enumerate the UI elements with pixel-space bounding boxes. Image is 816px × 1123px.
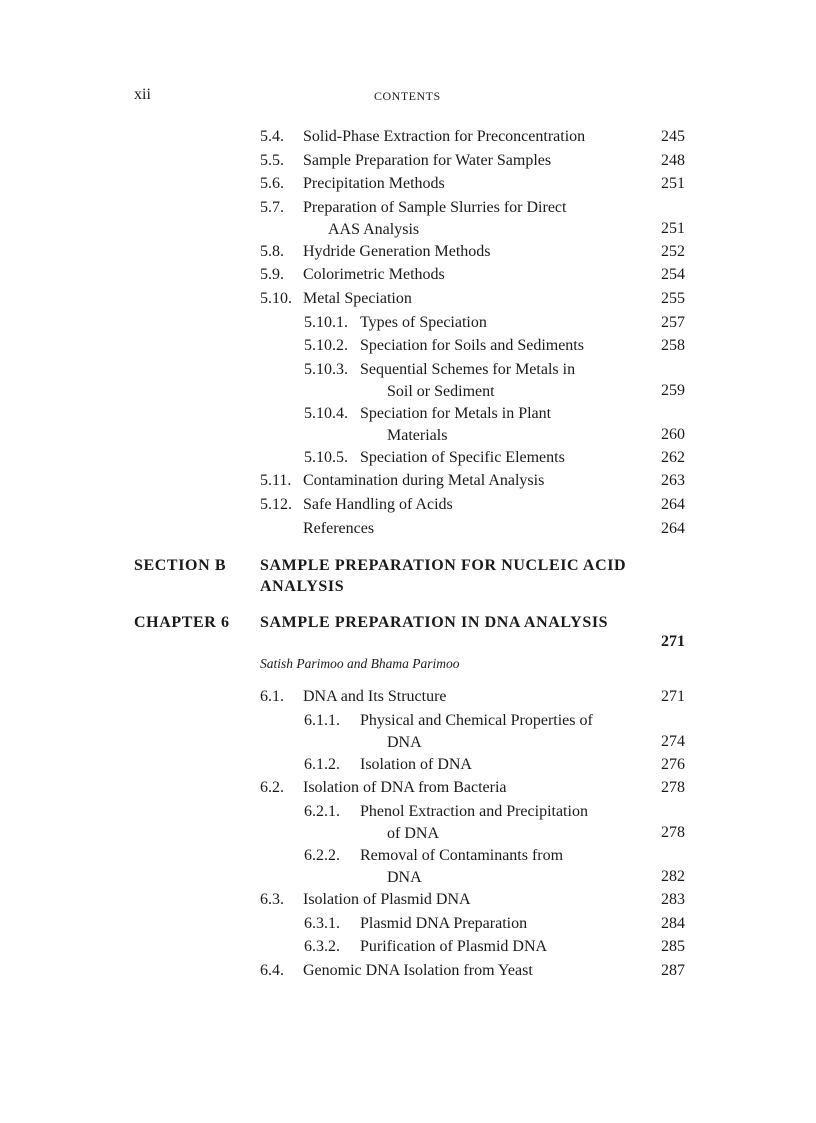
toc-entry-title-wrap xyxy=(303,686,633,708)
toc-entry-title: DNA and Its Structure xyxy=(303,688,447,706)
toc-entry-title-wrap xyxy=(303,126,633,148)
toc-entry-title: Physical and Chemical Properties of xyxy=(360,711,593,729)
toc-entry-number: 5.7. xyxy=(260,198,284,216)
toc-entry[interactable] xyxy=(0,801,816,845)
toc-entry-page: 278 xyxy=(661,823,685,841)
toc-entry-page: 271 xyxy=(661,688,685,706)
toc-entry[interactable] xyxy=(0,264,816,288)
toc-entry[interactable] xyxy=(0,754,816,778)
toc-entry-title: Safe Handling of Acids xyxy=(303,495,453,513)
toc-entry-page: 283 xyxy=(661,890,685,908)
toc-entry-page: 278 xyxy=(661,779,685,797)
toc-entry-title: Genomic DNA Isolation from Yeast xyxy=(303,961,533,979)
toc-entry-title-continuation: DNA xyxy=(387,868,422,886)
toc-entry-page: 264 xyxy=(661,519,685,537)
toc-entry-title-wrap xyxy=(303,197,633,241)
toc-entry[interactable] xyxy=(0,960,816,984)
toc-entry-title: Speciation for Metals in Plant xyxy=(360,404,552,422)
toc-entry-number: 5.10.3. xyxy=(304,360,348,378)
toc-entry-number: 5.11. xyxy=(260,472,292,490)
toc-entry-title-continuation: AAS Analysis xyxy=(328,220,420,238)
toc-entry[interactable] xyxy=(0,777,816,801)
toc-entry-title: Metal Speciation xyxy=(303,289,412,307)
running-header-title: CONTENTS xyxy=(374,89,441,103)
toc-entry-title-wrap xyxy=(303,241,633,263)
toc-entry[interactable] xyxy=(0,126,816,150)
toc-entry-number: 5.5. xyxy=(260,151,284,169)
chapter-heading[interactable] xyxy=(0,612,816,680)
toc-entry-title: Speciation of Specific Elements xyxy=(360,448,565,466)
toc-entry-page: 248 xyxy=(661,151,685,169)
toc-entry[interactable] xyxy=(0,197,816,241)
toc-entry-number: 6.3.2. xyxy=(304,938,340,956)
toc-entry-title-wrap xyxy=(303,889,633,911)
toc-entry-title-wrap xyxy=(360,359,635,403)
toc-entry-number: 5.10.5. xyxy=(304,448,348,466)
toc-entry-title-wrap xyxy=(360,312,635,334)
toc-entry[interactable] xyxy=(0,173,816,197)
toc-entry-number: 5.10. xyxy=(260,289,292,307)
toc-entry-title: Types of Speciation xyxy=(360,313,487,331)
toc-entry-page: 276 xyxy=(661,755,685,773)
toc-entry-title-wrap xyxy=(303,494,633,516)
toc-entry[interactable] xyxy=(0,889,816,913)
toc-entry[interactable] xyxy=(0,359,816,403)
table-of-contents xyxy=(0,126,816,983)
toc-entry-title: Purification of Plasmid DNA xyxy=(360,938,548,956)
toc-entry-page: 251 xyxy=(661,175,685,193)
toc-entry-number: 6.1. xyxy=(260,688,284,706)
toc-entry-page: 264 xyxy=(661,495,685,513)
toc-entry-title-wrap xyxy=(360,335,635,357)
toc-entry[interactable] xyxy=(0,686,816,710)
toc-entry-title: Sample Preparation for Water Samples xyxy=(303,151,552,169)
toc-entry-number: 6.2.1. xyxy=(304,802,340,820)
toc-entry[interactable] xyxy=(0,335,816,359)
toc-entry-title: Contamination during Metal Analysis xyxy=(303,472,545,490)
toc-entry[interactable] xyxy=(0,494,816,518)
page-number: xii xyxy=(134,86,151,103)
toc-entry-page: 287 xyxy=(661,961,685,979)
toc-entry-number: 5.9. xyxy=(260,266,284,284)
toc-entry-title: Colorimetric Methods xyxy=(303,266,445,284)
toc-entry-title-wrap xyxy=(303,288,633,310)
toc-entry-page: 252 xyxy=(661,242,685,260)
toc-entry[interactable] xyxy=(0,150,816,174)
toc-entry-title-wrap xyxy=(303,264,633,286)
toc-entry[interactable] xyxy=(0,447,816,471)
toc-entry-title: References xyxy=(303,519,375,537)
toc-entry-page: 260 xyxy=(661,425,685,443)
toc-entry-title-wrap xyxy=(360,710,635,754)
toc-entry-title-continuation: DNA xyxy=(387,733,422,751)
toc-entry-title: Isolation of Plasmid DNA xyxy=(303,890,471,908)
toc-entry-title: Removal of Contaminants from xyxy=(360,846,564,864)
toc-entry-title-wrap xyxy=(303,960,633,982)
toc-entry-title-continuation: Materials xyxy=(387,426,448,444)
toc-entry-title-continuation: Soil or Sediment xyxy=(387,382,495,400)
toc-entry-number: 6.3.1. xyxy=(304,914,340,932)
toc-entry-number: 5.10.2. xyxy=(304,337,348,355)
toc-entry-page: 284 xyxy=(661,914,685,932)
toc-entry[interactable] xyxy=(0,312,816,336)
toc-entry-title-wrap xyxy=(360,936,635,958)
toc-entry-number: 5.12. xyxy=(260,495,292,513)
toc-entry-page: 259 xyxy=(661,381,685,399)
toc-entry[interactable] xyxy=(0,288,816,312)
toc-list-chapter-5 xyxy=(0,126,816,541)
toc-entry[interactable] xyxy=(0,470,816,494)
toc-entry[interactable] xyxy=(0,241,816,265)
section-title: SAMPLE PREPARATION FOR NUCLEIC ACID ANALYSIS xyxy=(260,557,627,596)
toc-entry-title-wrap xyxy=(303,777,633,799)
toc-entry-title: Isolation of DNA from Bacteria xyxy=(303,779,507,797)
toc-entry-number: 6.2.2. xyxy=(304,846,340,864)
toc-entry-number: 6.4. xyxy=(260,961,284,979)
toc-entry-title-wrap xyxy=(360,403,635,447)
toc-entry-number: 5.4. xyxy=(260,128,284,145)
toc-entry-title-wrap xyxy=(360,447,635,469)
toc-entry-page: 263 xyxy=(661,472,685,490)
toc-entry-title-wrap xyxy=(303,470,633,492)
toc-entry-number: 6.2. xyxy=(260,779,284,797)
toc-entry-number: 6.1.2. xyxy=(304,755,340,773)
section-label: SECTION B xyxy=(134,557,227,575)
toc-entry-title: Sequential Schemes for Metals in xyxy=(360,360,576,378)
toc-entry[interactable] xyxy=(0,518,816,542)
toc-entry-page: 245 xyxy=(661,128,685,145)
toc-entry-page: 285 xyxy=(661,938,685,956)
toc-entry-number: 5.8. xyxy=(260,242,284,260)
toc-entry-number: 6.3. xyxy=(260,890,284,908)
chapter-title: SAMPLE PREPARATION IN DNA ANALYSIS xyxy=(260,614,609,632)
toc-entry-number: 5.10.1. xyxy=(304,313,348,331)
toc-entry-title-wrap xyxy=(360,913,635,935)
section-heading xyxy=(0,555,816,612)
toc-entry-page: 274 xyxy=(661,732,685,750)
toc-entry-title: Phenol Extraction and Precipitation xyxy=(360,802,588,820)
toc-entry-title: Hydride Generation Methods xyxy=(303,242,491,260)
toc-entry-number: 5.6. xyxy=(260,175,284,193)
toc-entry-page: 251 xyxy=(661,219,685,237)
chapter-authors: Satish Parimoo and Bhama Parimoo xyxy=(260,656,460,672)
toc-entry-title-wrap xyxy=(303,173,633,195)
toc-entry-title-wrap xyxy=(303,150,633,172)
toc-entry-number: 6.1.1. xyxy=(304,711,340,729)
toc-entry-page: 262 xyxy=(661,448,685,466)
toc-entry-title-wrap xyxy=(360,754,635,776)
toc-entry-title-wrap xyxy=(360,845,635,889)
toc-entry[interactable] xyxy=(0,403,816,447)
chapter-page-number: 271 xyxy=(661,633,685,651)
toc-entry-title-continuation: of DNA xyxy=(387,824,439,842)
toc-entry-title: Solid-Phase Extraction for Preconcentration xyxy=(303,128,586,145)
toc-entry[interactable] xyxy=(0,936,816,960)
toc-entry-title: Plasmid DNA Preparation xyxy=(360,914,528,932)
toc-entry[interactable] xyxy=(0,710,816,754)
toc-entry-page: 255 xyxy=(661,289,685,307)
toc-list-chapter-6 xyxy=(0,686,816,983)
chapter-label: CHAPTER 6 xyxy=(134,614,230,632)
toc-entry-title-wrap xyxy=(303,518,633,540)
toc-entry-page: 254 xyxy=(661,266,685,284)
toc-entry-title: Speciation for Soils and Sediments xyxy=(360,337,584,355)
toc-entry-number: 5.10.4. xyxy=(304,404,348,422)
toc-entry-page: 258 xyxy=(661,337,685,355)
toc-entry-page: 257 xyxy=(661,313,685,331)
toc-entry[interactable] xyxy=(0,845,816,889)
toc-entry[interactable] xyxy=(0,913,816,937)
toc-entry-page: 282 xyxy=(661,867,685,885)
toc-entry-title: Isolation of DNA xyxy=(360,755,472,773)
toc-entry-title: Precipitation Methods xyxy=(303,175,445,193)
toc-entry-title-wrap xyxy=(360,801,635,845)
toc-entry-title: Preparation of Sample Slurries for Direct xyxy=(303,198,567,216)
